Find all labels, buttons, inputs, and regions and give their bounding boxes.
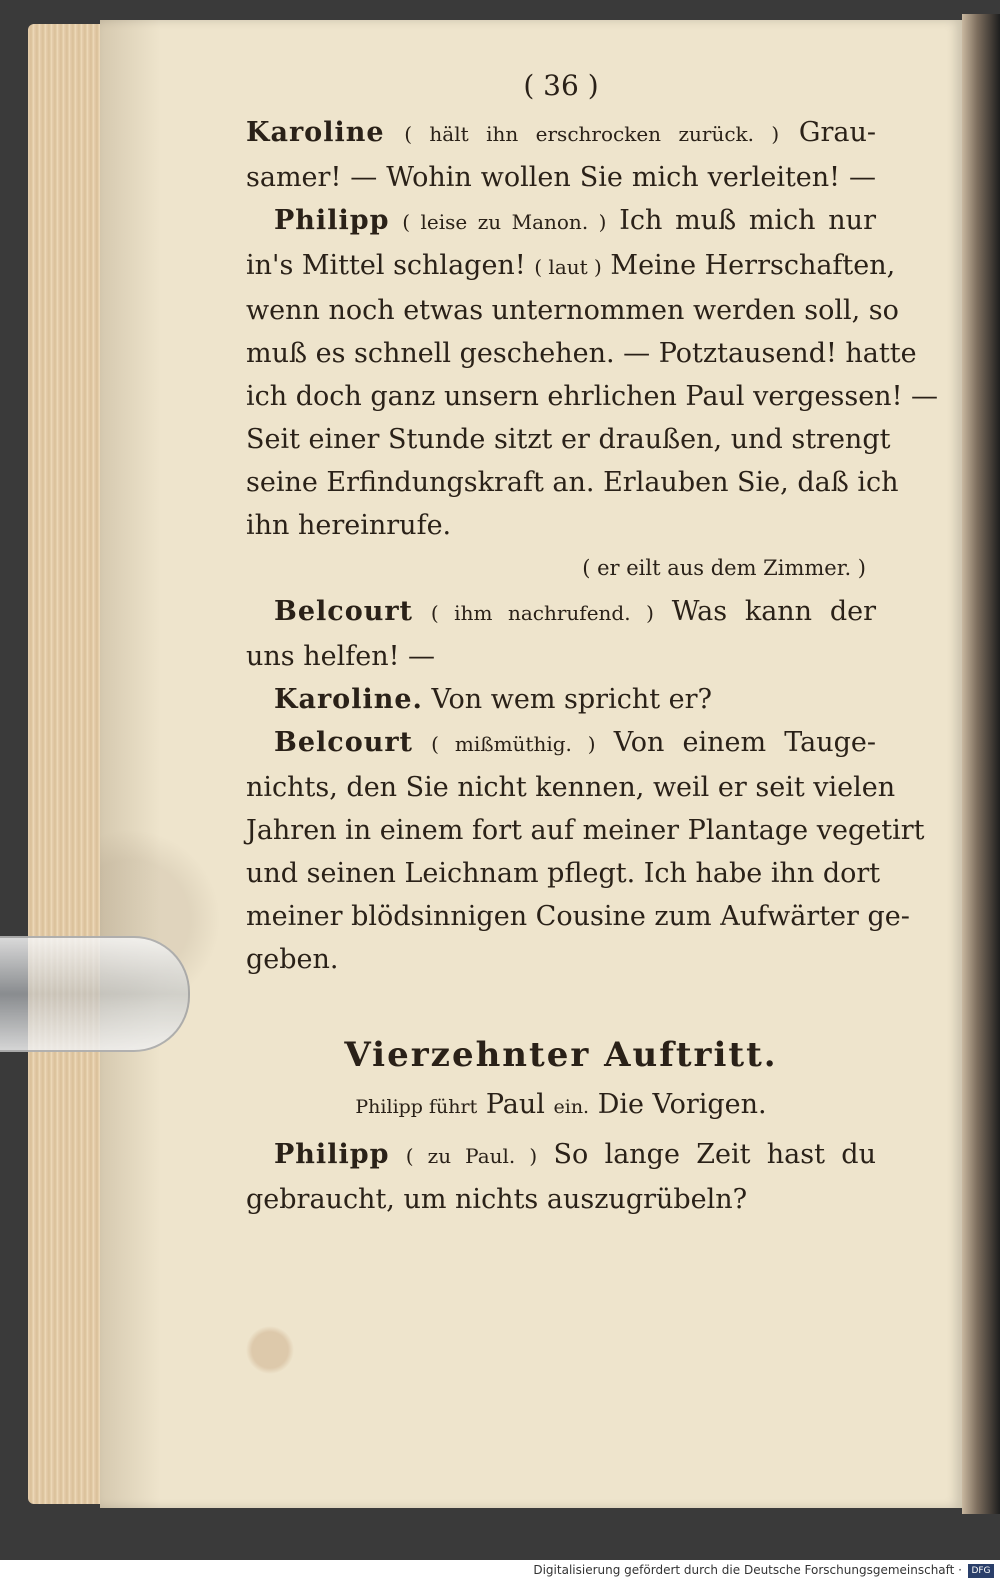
dialogue: Ich muß mich nur xyxy=(619,205,876,236)
speaker-name: Belcourt xyxy=(274,727,414,758)
scene-heading: Vierzehnter Auftritt. xyxy=(344,1035,778,1075)
text-line: uns helfen! — xyxy=(246,641,436,672)
persons-text: Philipp führt xyxy=(355,1096,478,1118)
text-line: ich doch ganz unsern ehrlichen Paul vergessen! — xyxy=(246,381,939,412)
stage-direction: ( hält ihn erschrocken zurück. ) xyxy=(404,122,780,146)
text-line: nichts, den Sie nicht kennen, weil er seit vielen xyxy=(246,772,896,803)
plastic-page-clip xyxy=(0,936,190,1052)
text-line xyxy=(246,1133,876,1178)
stage-direction: ( mißmüthig. ) xyxy=(431,732,596,756)
dialogue: Grau- xyxy=(798,117,876,148)
speaker-name: Philipp xyxy=(274,205,390,236)
stage-direction-exit: ( er eilt aus dem Zimmer. ) xyxy=(582,556,866,580)
text-line xyxy=(246,111,876,156)
text-line: samer! — Wohin wollen Sie mich verleiten! — xyxy=(246,162,876,193)
text-line xyxy=(246,678,876,721)
text-line: ihn hereinrufe. xyxy=(246,510,452,541)
text-line: wenn noch etwas unternommen werden soll, so xyxy=(246,295,899,326)
text-line: Jahren in einem fort auf meiner Plantage vegetirt xyxy=(246,815,925,846)
book-spine-shadow xyxy=(962,14,1000,1514)
text-line xyxy=(246,721,876,766)
persons-name: Paul xyxy=(485,1089,545,1120)
stage-direction: ( leise zu Manon. ) xyxy=(402,210,607,234)
dialogue: Was kann der xyxy=(671,596,877,627)
text-line: muß es schnell geschehen. — Potztausend! hatte xyxy=(246,338,917,369)
scene-persons xyxy=(246,1083,876,1129)
text-line: Seit einer Stunde sitzt er draußen, und strengt xyxy=(246,424,891,455)
text-line: meiner blödsinnigen Cousine zum Aufwärter ge- xyxy=(246,901,910,932)
stage-direction: ( laut ) xyxy=(534,255,602,279)
text-line: geben. xyxy=(246,944,339,975)
speaker-name: Belcourt xyxy=(274,596,414,627)
speaker-name: Karoline xyxy=(246,117,385,148)
persons-text: ein. xyxy=(553,1096,590,1118)
dialogue: So lange Zeit hast du xyxy=(553,1139,876,1170)
text-line xyxy=(246,199,876,244)
dialogue: Meine Herrschaften, xyxy=(610,250,896,281)
text-line: seine Erfindungskraft an. Erlauben Sie, daß ich xyxy=(246,467,899,498)
dialogue: Von einem Tauge- xyxy=(613,727,876,758)
text-line: gebraucht, um nichts auszugrübeln? xyxy=(246,1184,748,1215)
page-text xyxy=(246,64,939,1221)
persons-name: Die Vorigen. xyxy=(597,1089,767,1120)
footer-bar xyxy=(0,1560,1000,1580)
stage-direction: ( ihm nachrufend. ) xyxy=(430,601,654,625)
text-line xyxy=(246,590,876,635)
speaker-name: Philipp xyxy=(274,1139,390,1170)
page-number: ( 36 ) xyxy=(523,69,599,102)
text-line xyxy=(246,244,896,289)
stage-direction: ( zu Paul. ) xyxy=(405,1144,538,1168)
speaker-name: Karoline. xyxy=(274,684,423,715)
dialogue: in's Mittel schlagen! xyxy=(246,250,526,281)
text-line: und seinen Leichnam pflegt. Ich habe ihn dort xyxy=(246,858,881,889)
dialogue: Von wem spricht er? xyxy=(431,684,713,715)
dfg-logo: DFG xyxy=(968,1564,994,1578)
footer-credit: Digitalisierung gefördert durch die Deutsche Forschungsgemeinschaft · xyxy=(533,1563,962,1577)
